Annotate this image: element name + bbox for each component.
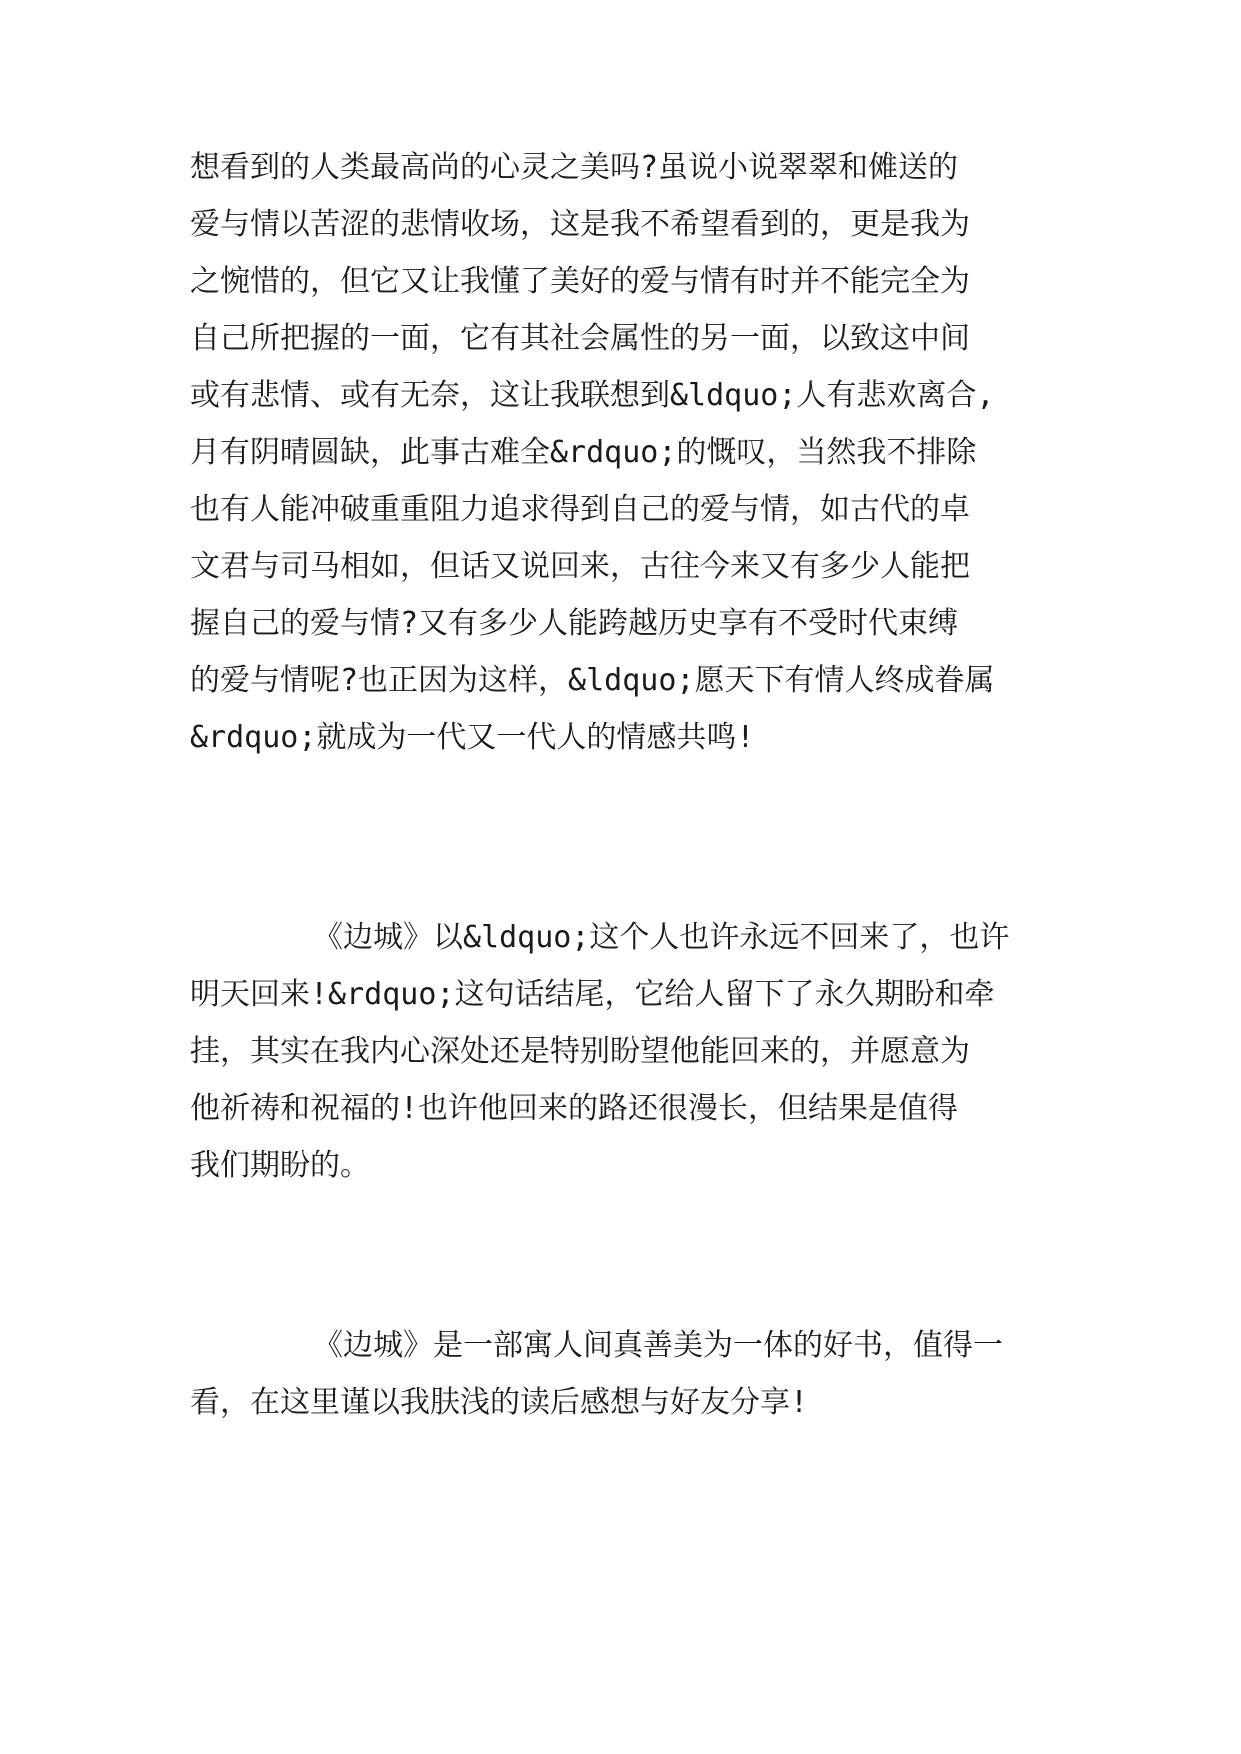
paragraph-1-line-3: 之惋惜的，但它又让我懂了美好的爱与情有时并不能完全为	[190, 264, 970, 299]
paragraph-3-line-1: 《边城》是一部寓人间真善美为一体的好书，值得一	[313, 1328, 1003, 1363]
paragraph-2-line-3: 挂，其实在我内心深处还是特别盼望他能回来的，并愿意为	[190, 1034, 970, 1069]
paragraph-1-line-9: 握自己的爱与情?又有多少人能跨越历史享有不受时代束缚	[190, 606, 959, 641]
paragraph-1-line-5: 或有悲情、或有无奈，这让我联想到&ldquo;人有悲欢离合,	[190, 378, 995, 413]
paragraph-2-line-1: 《边城》以&ldquo;这个人也许永远不回来了，也许	[313, 920, 1010, 955]
paragraph-1-line-11: &rdquo;就成为一代又一代人的情感共鸣!	[190, 720, 755, 755]
paragraph-1-line-10: 的爱与情呢?也正因为这样，&ldquo;愿天下有情人终成眷属	[190, 663, 995, 698]
paragraph-1-line-7: 也有人能冲破重重阻力追求得到自己的爱与情，如古代的卓	[190, 492, 970, 527]
paragraph-1-line-4: 自己所把握的一面，它有其社会属性的另一面，以致这中间	[190, 321, 970, 356]
paragraph-1-line-2: 爱与情以苦涩的悲情收场，这是我不希望看到的，更是我为	[190, 207, 970, 242]
paragraph-1-line-8: 文君与司马相如，但话又说回来，古往今来又有多少人能把	[190, 549, 970, 584]
paragraph-2-line-5: 我们期盼的。	[190, 1148, 370, 1183]
paragraph-1-line-1: 想看到的人类最高尚的心灵之美吗?虽说小说翠翠和傩送的	[190, 150, 959, 185]
paragraph-3-line-2: 看，在这里谨以我肤浅的读后感想与好友分享!	[190, 1385, 809, 1420]
paragraph-2-line-2: 明天回来!&rdquo;这句话结尾，它给人留下了永久期盼和牵	[190, 977, 995, 1012]
paragraph-1-line-6: 月有阴晴圆缺，此事古难全&rdquo;的慨叹，当然我不排除	[190, 435, 977, 470]
paragraph-2-line-4: 他祈祷和祝福的!也许他回来的路还很漫长，但结果是值得	[190, 1091, 959, 1126]
